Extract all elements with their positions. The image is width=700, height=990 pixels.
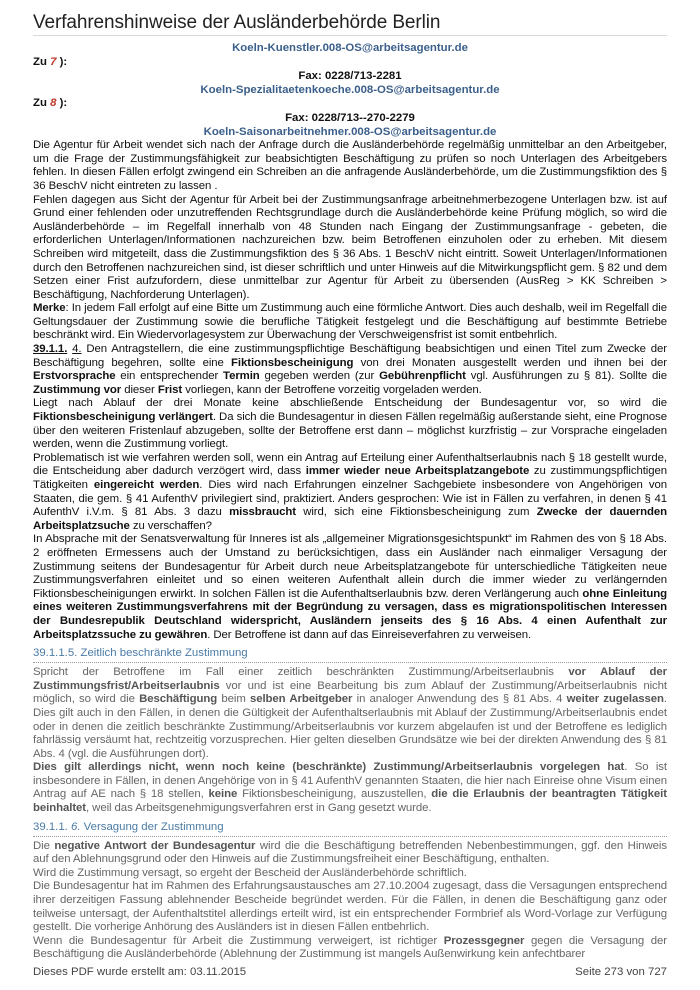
- paragraph-13: [33, 935, 667, 962]
- section-heading-6: [33, 820, 667, 837]
- zu-prefix: Zu: [33, 55, 51, 68]
- text: dieser: [121, 383, 158, 396]
- zu-7-label: [33, 56, 667, 70]
- bold-text: selben Arbeitgeber: [249, 693, 353, 706]
- text: vgl. Ausführungen zu § 81). Sollte die: [465, 370, 667, 383]
- bold-text: die die Erlaubnis der beantragten Tätigkeit beinhaltet: [33, 788, 667, 815]
- section-number: 39.1.1.: [33, 647, 68, 660]
- text: Spricht der Betroffene im Fall einer zeitlich beschränkten Zustimmung/Arbeitserlaubnis: [33, 666, 569, 679]
- text: gegen die Versagung der Beschäftigung die Ausländerbehörde (Ablehnung der Zustimmung ist mangels Außenwirkung kein anfechtbarer: [33, 934, 667, 961]
- contact-block: [33, 42, 667, 139]
- bold-text: immer wieder neue Arbeitsplatzangebote: [305, 465, 530, 478]
- text: . Der Betroffene ist dann auf das Einreiseverfahren zu verweisen.: [207, 628, 532, 641]
- text: wird, sich eine Fiktionsbescheinigung zum: [295, 506, 537, 519]
- bold-text: Beschäftigung: [139, 693, 218, 706]
- bold-text: Prozessgegner: [443, 934, 525, 947]
- paragraph-2: Fehlen dagegen aus Sicht der Agentur für Arbeit bei der Zustimmungsanfrage arbeitnehmerbezogene Unterlagen bzw. ist auf Grund einer fehlenden oder unzutreffenden Rechtsgrundlage durch die Ausländerbehörde keine Prüfung möglich, so wird die Ausländerbehörde – im Regelfall innerhalb von 48 Stunden nach Eingang der Zustimmungsanfrage - gebeten, die erforderlichen Unterlagen/Informationen nachzureichen bzw. beim Betroffenen einzuholen oder zu erheben. Mit diesem Schreiben wird mitgeteilt, dass die Zustimmungsfiktion des § 36 Abs. 1 BeschV nicht eintritt. Soweit Unterlagen/Informationen durch den Betroffenen nachzureichen sind, ist dieser schriftlich und unter Hinweis auf die Mitwirkungspflicht gem. § 82 und dem Setzen einer Frist aufzufordern, diese unmittelbar zur Agentur für Arbeit zu übersenden (AusReg > KK Schreiben > Beschäftigung, Nachforderung Unterlagen).: [33, 193, 667, 301]
- bold-text: Erstvorsprache: [33, 370, 116, 383]
- text: . Dies wird nach Erfahrungen einzelner Sachgebiete insbesondere von Angehörigen von Staaten, die gem. § 41 AufenthV privilegiert sind, praktiziert. Anders gesprochen: Wie ist in Fällen zu verfahren, in denen § 41 AufenthV i.V.m. § 81 Abs. 3 dazu: [33, 479, 668, 519]
- text: zu zustimmungspflichtigen Tätigkeiten: [33, 465, 667, 491]
- bold-text: negative Antwort der Bundesagentur: [54, 839, 256, 852]
- bold-text: Fiktionsbescheinigung verlängert: [33, 411, 213, 424]
- zu-suffix: ):: [56, 55, 68, 68]
- paragraph-8: [33, 666, 667, 761]
- section-title: 5. Zeitlich beschränkte Zustimmung: [67, 647, 248, 660]
- bold-text: missbraucht: [229, 506, 296, 519]
- section-heading-5: [33, 646, 667, 663]
- text: beim: [217, 693, 250, 706]
- paragraph-merke: [33, 302, 667, 343]
- text: vor und ist eine Bearbeitung bis zum Ablauf der Zustimmung/Arbeitserlaubnis nicht möglich, so wird die: [33, 679, 667, 706]
- text: zu verschaffen?: [129, 519, 212, 532]
- zu-suffix: ):: [56, 97, 68, 110]
- page-title: Verfahrenshinweise der Ausländerbehörde Berlin: [33, 0, 667, 36]
- zu-number: 7: [50, 55, 57, 68]
- paragraph-10: [33, 840, 667, 867]
- paragraph-6: [33, 452, 667, 534]
- paragraph-9: [33, 761, 667, 815]
- bold-text: ohne Einleitung eines weiteren Zustimmungsverfahrens mit der Begründung zu versagen, dass es migrationspolitischen Interessen der Bundesrepublik Deutschland widerspricht, Ausländern jenseits des § 16 Abs. 4 einen Aufenthalt zur Arbeitsplatzssuche zu gewähren: [33, 587, 667, 641]
- section-number: 39.1.1.: [33, 820, 71, 833]
- section-number: 39.1.1.: [33, 343, 68, 356]
- fax-1: Fax: 0228/713-2281: [298, 70, 402, 83]
- email-spezialitaetenkoeche[interactable]: Koeln-Spezialitaetenkoeche.008-OS@arbeitsagentur.de: [200, 83, 500, 96]
- section-title: Versagung der Zustimmung: [80, 820, 224, 833]
- text: Wenn die Bundesagentur für Arbeit die Zustimmung verweigert, ist richtiger: [33, 934, 444, 947]
- bold-text: weiter zugelassen: [566, 693, 664, 706]
- fax-2: Fax: 0228/713--270-2279: [285, 111, 415, 124]
- text: . So ist insbesondere in Fällen, in denen Angehörige von in § 41 AufenthV genannten Staaten, die hier nach Einreise ohne Visum einen Antrag auf AE nach § 18 stellen,: [33, 761, 667, 801]
- text: In Absprache mit der Senatsverwaltung für Inneres ist als „allgemeiner Migrationsgesichtspunkt“ im Rahmen des von § 18 Abs. 2 eröffneten Ermessens auch der Umstand zu berücksichtigen, dass ein Ausländer nach einmaliger Versagung der Zustimmung seitens der Bundesagentur für Arbeit durch neue Arbeitsplatzangebote für unterschiedliche Tätigkeiten neue Zustimmungsverfahren einleitet und so einen weiteren Aufenthalt allein durch die immer wieder zu verlängernden Fiktionsbescheinigungen erwirkt. In solchen Fällen ist die Aufenthaltserlaubnis bzw. deren Verlängerung auch: [33, 533, 667, 600]
- bold-text: vor Ablauf der Zustimmungsfrist/Arbeitserlaubnis: [33, 666, 667, 692]
- zu-prefix: Zu: [33, 97, 51, 110]
- paragraph-1: Die Agentur für Arbeit wendet sich nach der Anfrage durch die Ausländerbehörde regelmäßig unmittelbar an den Arbeitgeber, um die Frage der Zustimmungsfähigkeit zur beabsichtigten Beschäftigung zu prüfen so noch Unterlagen des Arbeitgebers fehlen. In diesen Fällen erfolgt zwingend ein Schreiben an die anfragende Ausländerbehörde, um die Zustimmungsfiktion des § 36 BeschV nicht eintreten zu lassen .: [33, 139, 667, 192]
- bold-text: Zustimmung vor: [33, 383, 122, 396]
- paragraph-7: [33, 533, 667, 642]
- text: . Dies gilt auch in den Fällen, in denen die Gültigkeit der Aufenthaltserlaubnis mit Ablauf der Zustimmung/Arbeitserlaubnis endet oder in denen die zeitlich beschränkte Zustimmung/Arbeitserlaubnis vor kurzem abgelaufen ist und der Betroffene es lediglich fahrlässig versäumt hat, rechtzeitig vorzusprechen. Hier gelten dieselben Grundsätze wie bei der direkten Anwendung des § 81 Abs. 4 (vgl. die Ausführungen dort).: [33, 693, 667, 760]
- merke-text: : In jedem Fall erfolgt auf eine Bitte um Zustimmung auch eine förmliche Antwort. Dies auch deshalb, weil im Regelfall die Geltungsdauer der Zustimmung sowie die berufliche Tätigkeit festgelegt und die Beschäftigung auf bestimmte Betriebe beschränkt wird. Ein Wiedervorlagesystem zur Überwachung der Verschweigensfrist ist somit entbehrlich.: [33, 302, 667, 342]
- paragraph-39-1-1-4: [33, 343, 667, 397]
- text: gegeben werden (zur: [259, 370, 380, 383]
- text: wird die die Beschäftigung betreffenden Nebenbestimmungen, ggf. den Hinweis auf den Ablehnungsgrund oder den Hinweis auf die Zustimmungsfreiheit einer Beschäftigung, enthalten.: [33, 839, 667, 866]
- text: , weil das Arbeitsgenehmigungsverfahren erst in Gang gesetzt wurde.: [86, 802, 432, 815]
- text: Problematisch ist wie verfahren werden soll, wenn ein Antrag auf Erteilung einer Aufenthaltserlaubnis nach § 18 gestellt wurde, die Entscheidung aber dadurch verzögert wird, dass: [33, 451, 667, 478]
- bold-text: Frist: [157, 383, 183, 396]
- subsection-number: 4.: [72, 343, 82, 356]
- email-saisonarbeitnehmer[interactable]: Koeln-Saisonarbeitnehmer.008-OS@arbeitsagentur.de: [203, 125, 497, 138]
- paragraph-5: [33, 397, 667, 451]
- text: in analoger Anwendung des § 81 Abs. 4: [352, 693, 567, 706]
- document-page: [33, 0, 667, 962]
- footer-created-date: Dieses PDF wurde erstellt am: 03.11.2015: [33, 966, 247, 978]
- email-kuenstler[interactable]: Koeln-Kuenstler.008-OS@arbeitsagentur.de: [232, 42, 468, 54]
- subsection-number: 6.: [71, 820, 81, 833]
- bold-text: keine: [208, 788, 238, 801]
- paragraph-12: Die Bundesagentur hat im Rahmen des Erfahrungsaustausches am 27.10.2004 zugesagt, dass die Versagungen entsprechend ihrer derzeitigen Fassung ablehnender Bescheide begründet werden. Für die Fällen, in denen die Beschäftigung ganz oder teilweise untersagt, der Aufenthaltstitel allerdings erteilt wird, ist ein entsprechender Formbrief als Word-Vorlage zur Verfügung gestellt. Die vorherige Anhörung des Ausländers ist in diesen Fällen entbehrlich.: [33, 880, 667, 934]
- text: ein entsprechender: [115, 370, 224, 383]
- text: von drei Monaten ausgestellt werden und ihnen bei der: [353, 356, 668, 369]
- text: Fiktionsbescheinigung, auszustellen,: [237, 788, 432, 801]
- text: vorliegen, kann der Betroffene vorzeitig vorgeladen werden.: [182, 383, 482, 396]
- zu-number: 8: [50, 97, 57, 110]
- text: Liegt nach Ablauf der drei Monate keine abschließende Entscheidung der Bundesagentur vor, so wird die: [33, 397, 667, 410]
- page-footer: [33, 966, 667, 978]
- text: Den Antragstellern, die eine zustimmungspflichtige Beschäftigung beabsichtigen und einen Titel zum Zwecke der Beschäftigung begehren, sollte eine: [33, 343, 667, 369]
- text: Die: [33, 839, 55, 852]
- merke-label: Merke: [33, 302, 66, 315]
- bold-text: Zwecke der dauernden Arbeitsplatzsuche: [33, 506, 667, 532]
- bold-text: Termin: [223, 370, 260, 383]
- paragraph-11: Wird die Zustimmung versagt, so ergeht der Bescheid der Ausländerbehörde schriftlich.: [33, 866, 467, 879]
- bold-text: Dies gilt allerdings nicht, wenn noch keine (beschränkte) Zustimmung/Arbeitserlaubnis vorgelegen hat: [33, 761, 625, 774]
- bold-text: eingereicht werden: [93, 479, 200, 491]
- footer-page-number: Seite 273 von 727: [575, 966, 667, 978]
- text: . Da sich die Bundesagentur in diesen Fällen regelmäßig außerstande sieht, eine Prognose über den weiteren Fristenlauf abzugeben, sollte der Betroffene erst dann – möglichst kurzfristig – zur Vorsprache eingeladen werden, wenn die Zustimmung vorliegt.: [33, 411, 667, 451]
- bold-text: Gebührenpflicht: [379, 370, 466, 383]
- zu-8-label: [33, 97, 667, 111]
- bold-text: Fiktionsbescheinigung: [231, 356, 354, 369]
